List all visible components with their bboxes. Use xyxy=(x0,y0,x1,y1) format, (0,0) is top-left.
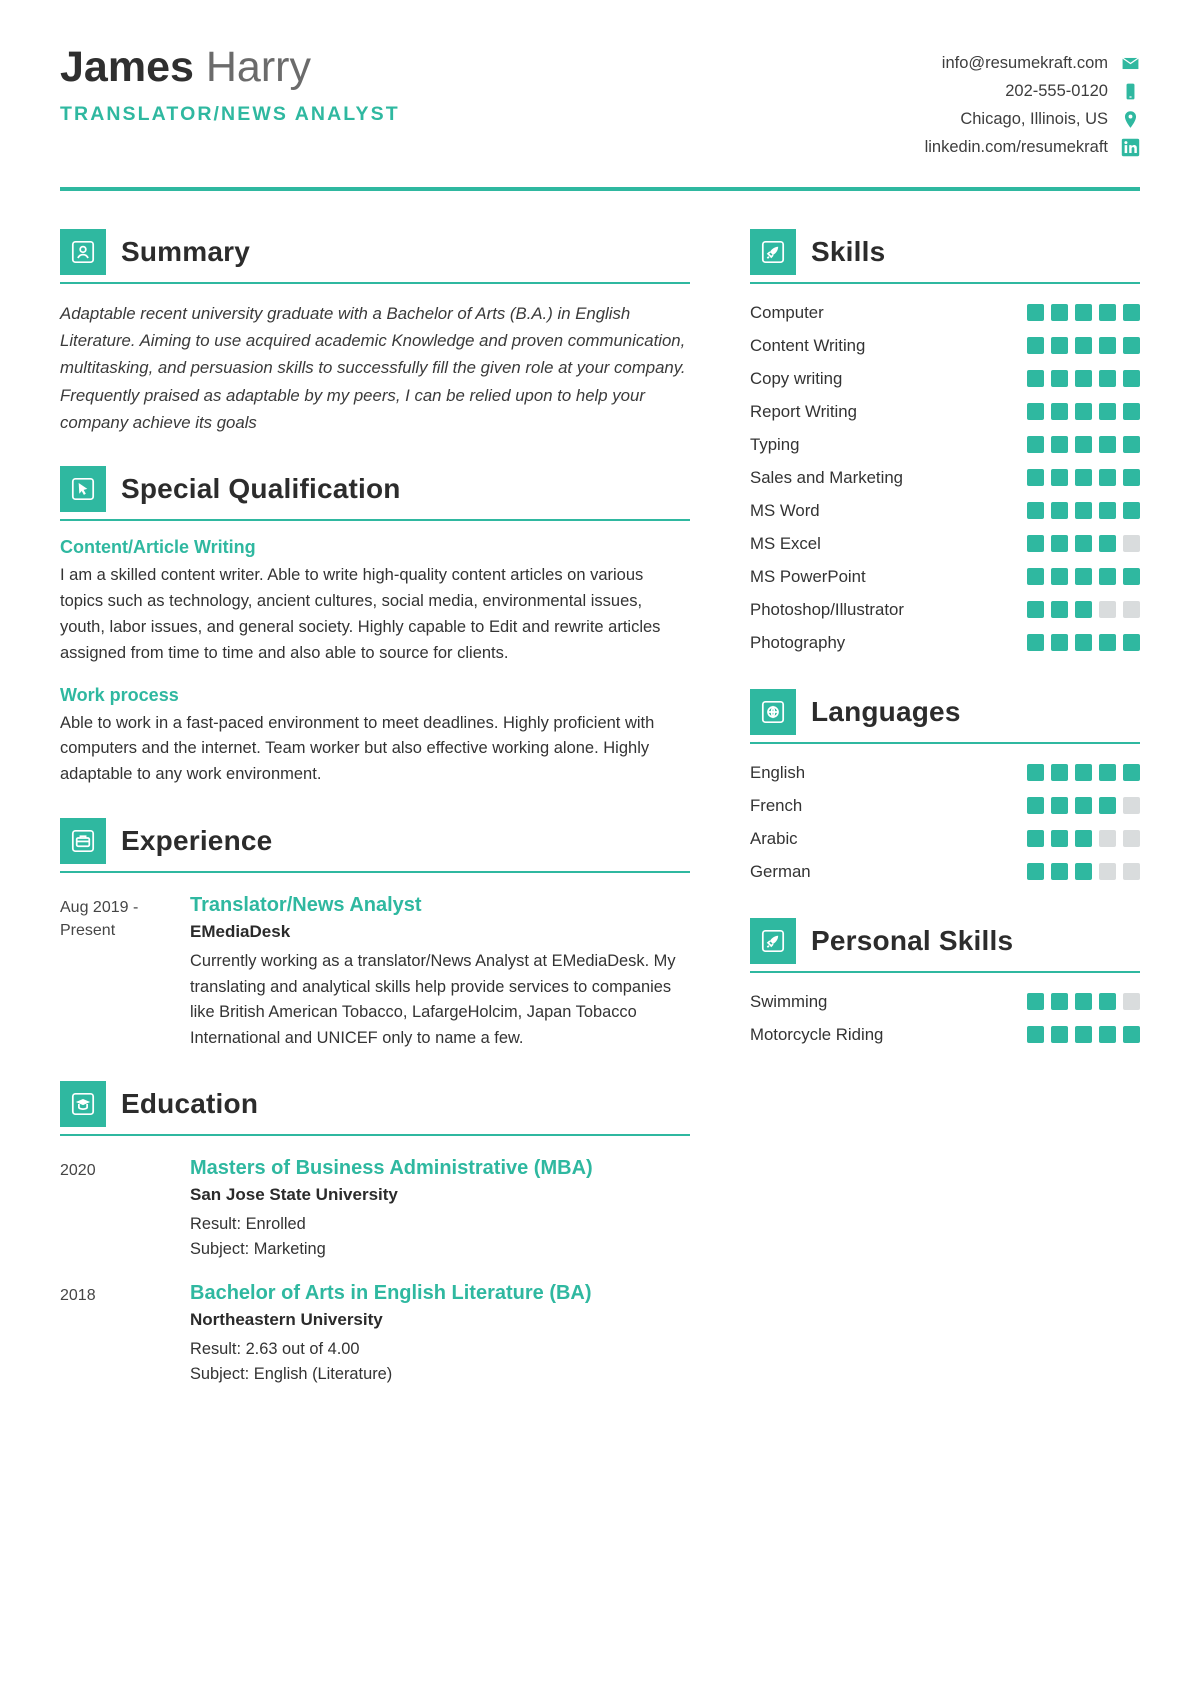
rating-dot xyxy=(1075,830,1092,847)
rating-dot xyxy=(1075,337,1092,354)
skill-row-rating xyxy=(1027,535,1140,552)
rating-dot xyxy=(1123,370,1140,387)
personal-skill-row xyxy=(750,1018,1140,1051)
rating-dot xyxy=(1051,469,1068,486)
skill-row-label: Typing xyxy=(750,434,800,454)
summary-text: Adaptable recent university graduate with a Bachelor of Arts (B.A.) in English Literature. Aiming to use acquired academic Knowledge and proven communication, multitasking, and persuasion skills to successfully fill the given role at your company. Frequently praised as adaptable by my peers, I can be relied upon to help your company achieve its goals xyxy=(60,304,686,432)
rating-dot xyxy=(1027,403,1044,420)
language-row-rating xyxy=(1027,764,1140,781)
languages-header xyxy=(750,689,1140,744)
contact-email-text: info@resumekraft.com xyxy=(941,54,1108,73)
rating-dot xyxy=(1051,304,1068,321)
education-header xyxy=(60,1081,690,1136)
personal-skills-header xyxy=(750,918,1140,973)
rating-dot xyxy=(1123,568,1140,585)
rating-dot xyxy=(1075,370,1092,387)
language-row-rating xyxy=(1027,797,1140,814)
qualification-block xyxy=(60,685,690,789)
rating-dot xyxy=(1099,469,1116,486)
skill-row xyxy=(750,296,1140,329)
rating-dot xyxy=(1075,304,1092,321)
envelope-icon xyxy=(1121,54,1140,73)
skill-row-rating xyxy=(1027,370,1140,387)
user-icon xyxy=(60,229,106,275)
graduation-cap-icon xyxy=(60,1081,106,1127)
rating-dot xyxy=(1051,601,1068,618)
rating-dot xyxy=(1099,764,1116,781)
experience-header xyxy=(60,818,690,873)
summary-header xyxy=(60,229,690,284)
skill-row-rating xyxy=(1027,502,1140,519)
rating-dot xyxy=(1027,337,1044,354)
rating-dot xyxy=(1099,337,1116,354)
rating-dot xyxy=(1027,1026,1044,1043)
rocket-icon xyxy=(750,229,796,275)
job-title: TRANSLATOR/NEWS ANALYST xyxy=(60,103,400,126)
contact-linkedin[interactable] xyxy=(925,138,1140,157)
rating-dot xyxy=(1123,304,1140,321)
rating-dot xyxy=(1051,863,1068,880)
skill-row xyxy=(750,626,1140,659)
rating-dot xyxy=(1051,535,1068,552)
contact-phone[interactable] xyxy=(1005,82,1140,101)
language-row-rating xyxy=(1027,863,1140,880)
education-entry xyxy=(60,1156,690,1261)
header-divider xyxy=(60,187,1140,191)
rating-dot xyxy=(1075,502,1092,519)
skills-header xyxy=(750,229,1140,284)
skill-row-rating xyxy=(1027,403,1140,420)
rating-dot xyxy=(1099,863,1116,880)
rating-dot xyxy=(1027,436,1044,453)
contact-email[interactable] xyxy=(942,54,1140,73)
rating-dot xyxy=(1123,535,1140,552)
skill-row-rating xyxy=(1027,436,1140,453)
rating-dot xyxy=(1123,337,1140,354)
page-title xyxy=(60,44,400,91)
skill-row-label: MS Word xyxy=(750,500,820,520)
special-qualification-header xyxy=(60,466,690,521)
rating-dot xyxy=(1099,403,1116,420)
rating-dot xyxy=(1099,370,1116,387)
rating-dot xyxy=(1075,403,1092,420)
rating-dot xyxy=(1123,797,1140,814)
skill-row-label: Photoshop/Illustrator xyxy=(750,599,904,619)
skill-row-rating xyxy=(1027,634,1140,651)
phone-icon xyxy=(1121,82,1140,101)
rating-dot xyxy=(1123,830,1140,847)
qualification-text: Able to work in a fast-paced environment to meet deadlines. Highly proficient with computers and the internet. Team worker but also effective working alone. Highly adaptable to any work environment. xyxy=(60,713,655,784)
rating-dot xyxy=(1051,797,1068,814)
skill-row-label: MS Excel xyxy=(750,533,821,553)
rating-dot xyxy=(1051,568,1068,585)
skill-row xyxy=(750,527,1140,560)
rating-dot xyxy=(1027,535,1044,552)
rating-dot xyxy=(1099,1026,1116,1043)
rating-dot xyxy=(1123,502,1140,519)
rating-dot xyxy=(1075,764,1092,781)
section-skills xyxy=(750,229,1140,659)
skill-row xyxy=(750,329,1140,362)
qualification-heading: Content/Article Writing xyxy=(60,537,256,558)
education-result: Result: 2.63 out of 4.00 xyxy=(190,1340,360,1359)
personal-skill-row-rating xyxy=(1027,993,1140,1010)
rating-dot xyxy=(1075,634,1092,651)
education-title: Education xyxy=(121,1087,259,1119)
rating-dot xyxy=(1099,535,1116,552)
qualification-text: I am a skilled content writer. Able to write high-quality content articles on various topics such as technology, ancient cultures, social media, environmental issues, youth, labor issues, and general society. Highly capable to Edit and rewrite articles assigned from time to time and also able to source for clients. xyxy=(60,566,661,662)
rating-dot xyxy=(1099,568,1116,585)
rating-dot xyxy=(1123,403,1140,420)
education-subject: Subject: English (Literature) xyxy=(190,1364,393,1383)
right-column xyxy=(720,229,1140,1416)
rating-dot xyxy=(1027,568,1044,585)
rating-dot xyxy=(1099,304,1116,321)
section-languages xyxy=(750,689,1140,888)
language-row-label: Arabic xyxy=(750,828,798,848)
linkedin-icon xyxy=(1121,138,1140,157)
language-row-label: English xyxy=(750,762,806,782)
contact-location-text: Chicago, Illinois, US xyxy=(960,110,1108,129)
personal-skill-row-label: Motorcycle Riding xyxy=(750,1024,884,1044)
section-personal-skills xyxy=(750,918,1140,1051)
language-row xyxy=(750,756,1140,789)
last-name: Harry xyxy=(205,43,311,91)
rating-dot xyxy=(1051,1026,1068,1043)
rating-dot xyxy=(1123,601,1140,618)
rating-dot xyxy=(1075,797,1092,814)
rating-dot xyxy=(1075,1026,1092,1043)
education-result: Result: Enrolled xyxy=(190,1214,306,1233)
rating-dot xyxy=(1051,993,1068,1010)
left-column xyxy=(60,229,720,1416)
rating-dot xyxy=(1099,436,1116,453)
contact-linkedin-text: linkedin.com/resumekraft xyxy=(924,138,1108,157)
rating-dot xyxy=(1027,370,1044,387)
education-school: Northeastern University xyxy=(190,1310,383,1330)
rocket-icon xyxy=(750,918,796,964)
education-degree: Bachelor of Arts in English Literature (BA) xyxy=(190,1282,592,1305)
experience-title: Experience xyxy=(121,825,273,857)
location-pin-icon xyxy=(1121,110,1140,129)
personal-skills-title: Personal Skills xyxy=(811,925,1014,956)
rating-dot xyxy=(1099,634,1116,651)
rating-dot xyxy=(1027,304,1044,321)
skill-row-rating xyxy=(1027,601,1140,618)
cursor-click-icon xyxy=(60,466,106,512)
section-special-qualification xyxy=(60,466,690,788)
skill-row-label: Computer xyxy=(750,302,824,322)
rating-dot xyxy=(1051,502,1068,519)
rating-dot xyxy=(1027,601,1044,618)
section-education xyxy=(60,1081,690,1386)
experience-org: EMediaDesk xyxy=(190,922,291,942)
language-row xyxy=(750,789,1140,822)
rating-dot xyxy=(1099,601,1116,618)
skill-row-label: Report Writing xyxy=(750,401,857,421)
skill-row xyxy=(750,593,1140,626)
rating-dot xyxy=(1027,634,1044,651)
skill-row-label: MS PowerPoint xyxy=(750,566,866,586)
language-row xyxy=(750,822,1140,855)
skills-list xyxy=(750,296,1140,659)
skill-row-rating xyxy=(1027,337,1140,354)
skill-row-label: Content Writing xyxy=(750,335,866,355)
language-row-rating xyxy=(1027,830,1140,847)
qualification-block xyxy=(60,537,690,667)
language-row-label: German xyxy=(750,861,811,881)
education-subject: Subject: Marketing xyxy=(190,1239,326,1258)
education-date: 2018 xyxy=(60,1287,96,1305)
personal-skills-list xyxy=(750,985,1140,1051)
qualification-heading: Work process xyxy=(60,684,179,705)
rating-dot xyxy=(1051,370,1068,387)
rating-dot xyxy=(1051,764,1068,781)
skill-row xyxy=(750,362,1140,395)
rating-dot xyxy=(1027,830,1044,847)
rating-dot xyxy=(1123,436,1140,453)
globe-icon xyxy=(750,689,796,735)
rating-dot xyxy=(1027,993,1044,1010)
experience-role: Translator/News Analyst xyxy=(190,894,422,917)
personal-skill-row xyxy=(750,985,1140,1018)
education-entry-body xyxy=(190,1156,690,1261)
rating-dot xyxy=(1075,436,1092,453)
skill-row-rating xyxy=(1027,469,1140,486)
rating-dot xyxy=(1075,993,1092,1010)
section-summary xyxy=(60,229,690,436)
contact-phone-text: 202-555-0120 xyxy=(1005,82,1108,101)
education-school: San Jose State University xyxy=(190,1184,398,1204)
personal-skill-row-rating xyxy=(1027,1026,1140,1043)
rating-dot xyxy=(1051,634,1068,651)
first-name: James xyxy=(60,43,194,91)
skill-row xyxy=(750,494,1140,527)
rating-dot xyxy=(1027,502,1044,519)
summary-title: Summary xyxy=(121,236,251,267)
rating-dot xyxy=(1075,469,1092,486)
rating-dot xyxy=(1027,469,1044,486)
briefcase-icon xyxy=(60,818,106,864)
rating-dot xyxy=(1123,634,1140,651)
rating-dot xyxy=(1027,863,1044,880)
rating-dot xyxy=(1123,1026,1140,1043)
skill-row-label: Copy writing xyxy=(750,368,843,388)
education-entry xyxy=(60,1281,690,1386)
skill-row-label: Sales and Marketing xyxy=(750,467,903,487)
special-qualification-title: Special Qualification xyxy=(121,473,401,505)
rating-dot xyxy=(1075,601,1092,618)
rating-dot xyxy=(1075,568,1092,585)
experience-date: Aug 2019 - Present xyxy=(60,899,139,940)
rating-dot xyxy=(1051,830,1068,847)
languages-title: Languages xyxy=(811,696,961,727)
language-row-label: French xyxy=(750,795,803,815)
skill-row xyxy=(750,461,1140,494)
experience-desc: Currently working as a translator/News Analyst at EMediaDesk. My translating and analytical skills help provide services to companies like British American Tobacco, LafargeHolcim, Japan Tobacco International and UNICEF only to name a few. xyxy=(190,952,676,1047)
rating-dot xyxy=(1027,797,1044,814)
rating-dot xyxy=(1099,830,1116,847)
rating-dot xyxy=(1123,993,1140,1010)
name-block xyxy=(60,44,400,126)
skill-row xyxy=(750,395,1140,428)
rating-dot xyxy=(1099,993,1116,1010)
experience-entry xyxy=(60,893,690,1051)
education-entry-body xyxy=(190,1281,690,1386)
resume-body xyxy=(60,229,1140,1416)
language-row xyxy=(750,855,1140,888)
personal-skill-row-label: Swimming xyxy=(750,991,828,1011)
education-date: 2020 xyxy=(60,1161,96,1179)
skill-row-rating xyxy=(1027,304,1140,321)
skill-row xyxy=(750,560,1140,593)
rating-dot xyxy=(1123,863,1140,880)
experience-entry-body xyxy=(190,893,690,1051)
rating-dot xyxy=(1027,764,1044,781)
rating-dot xyxy=(1051,403,1068,420)
skill-row-rating xyxy=(1027,568,1140,585)
skill-row xyxy=(750,428,1140,461)
rating-dot xyxy=(1123,469,1140,486)
rating-dot xyxy=(1123,764,1140,781)
rating-dot xyxy=(1051,436,1068,453)
skill-row-label: Photography xyxy=(750,632,846,652)
section-experience xyxy=(60,818,690,1051)
contact-location xyxy=(960,110,1140,129)
rating-dot xyxy=(1075,863,1092,880)
rating-dot xyxy=(1051,337,1068,354)
skills-title: Skills xyxy=(811,236,886,267)
rating-dot xyxy=(1075,535,1092,552)
resume-header xyxy=(60,44,1140,175)
contact-list xyxy=(925,44,1140,157)
education-degree: Masters of Business Administrative (MBA) xyxy=(190,1156,593,1179)
languages-list xyxy=(750,756,1140,888)
rating-dot xyxy=(1099,502,1116,519)
rating-dot xyxy=(1099,797,1116,814)
